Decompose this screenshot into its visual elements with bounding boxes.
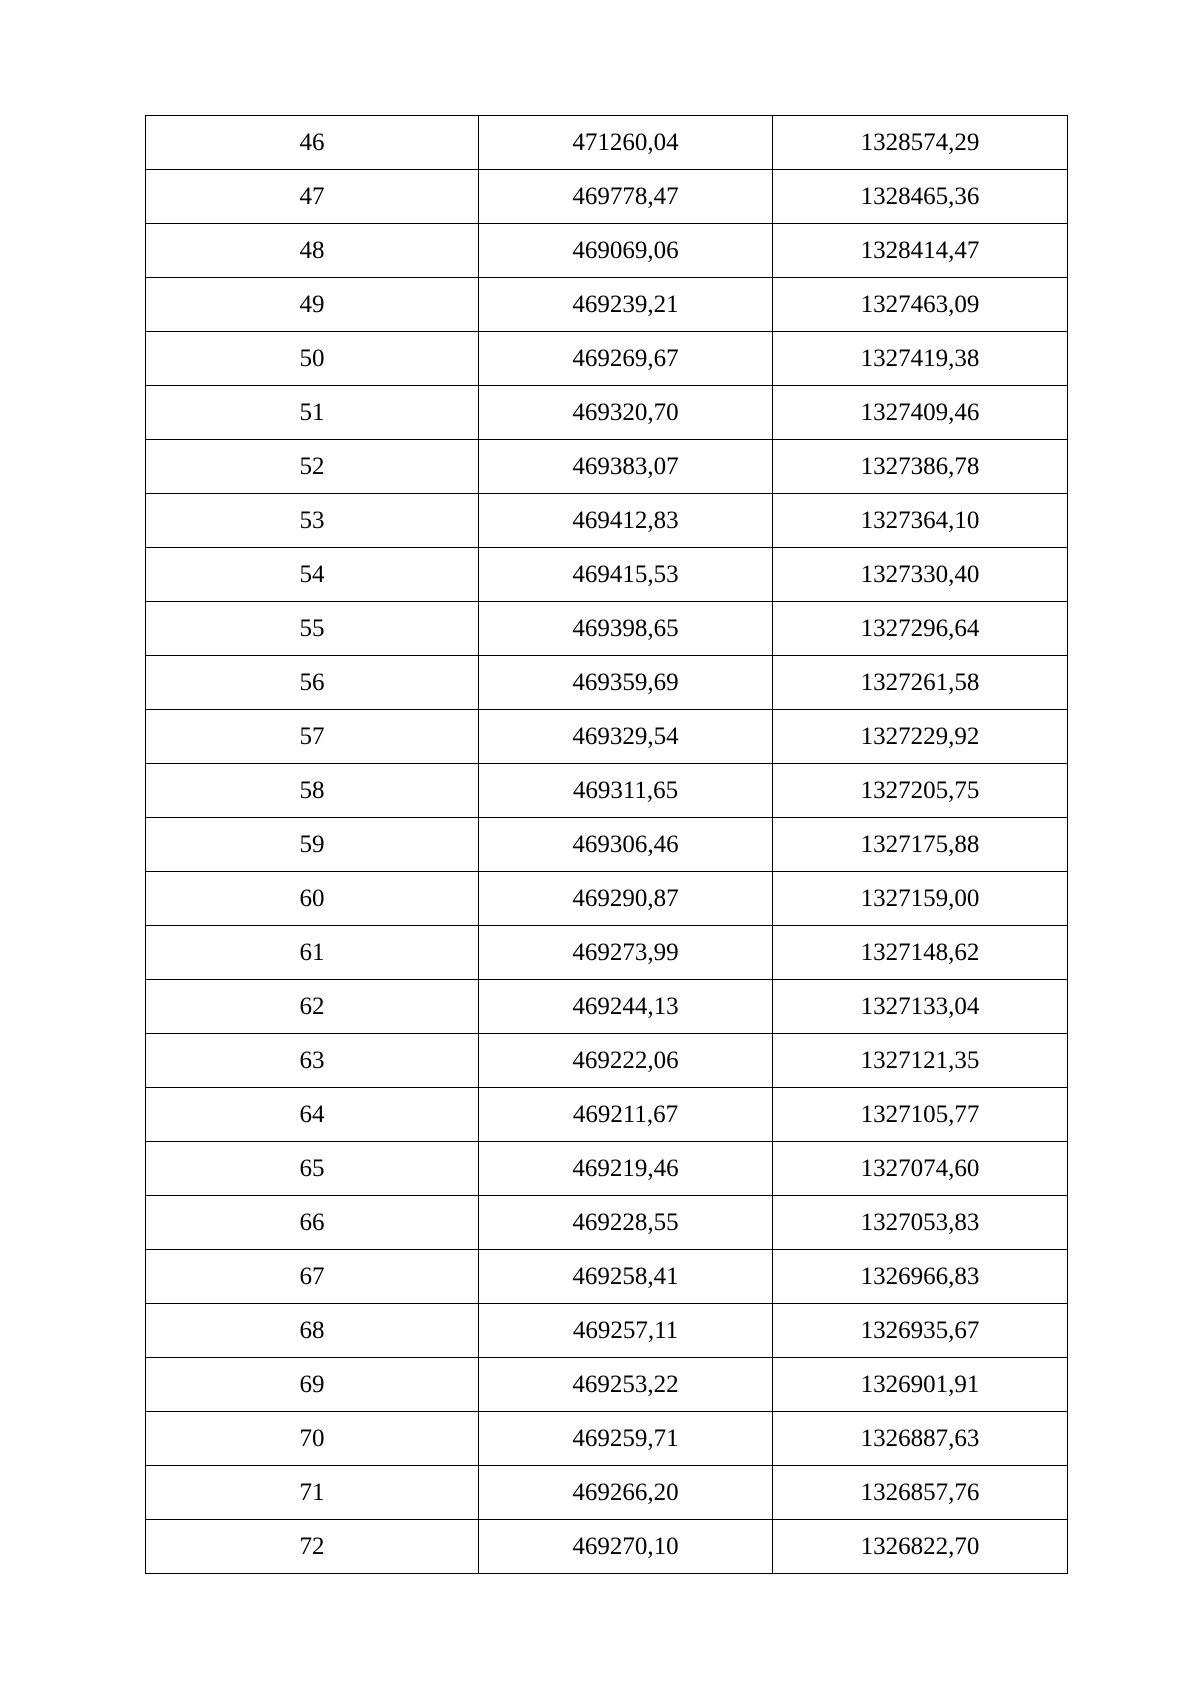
y-coordinate-cell: 1326935,67 (773, 1304, 1068, 1358)
point-number-cell: 48 (146, 224, 479, 278)
y-coordinate-cell: 1327121,35 (773, 1034, 1068, 1088)
y-coordinate-cell: 1327296,64 (773, 602, 1068, 656)
coordinates-table (145, 115, 1068, 1574)
y-coordinate-cell: 1327229,92 (773, 710, 1068, 764)
x-coordinate-cell: 469398,65 (479, 602, 773, 656)
x-coordinate-cell: 469222,06 (479, 1034, 773, 1088)
table-row (146, 386, 1068, 440)
x-coordinate-cell: 469257,11 (479, 1304, 773, 1358)
y-coordinate-cell: 1327205,75 (773, 764, 1068, 818)
point-number-cell: 65 (146, 1142, 479, 1196)
x-coordinate-cell: 469306,46 (479, 818, 773, 872)
y-coordinate-cell: 1327386,78 (773, 440, 1068, 494)
point-number-cell: 52 (146, 440, 479, 494)
x-coordinate-cell: 469329,54 (479, 710, 773, 764)
y-coordinate-cell: 1328414,47 (773, 224, 1068, 278)
table-row (146, 1088, 1068, 1142)
table-row (146, 116, 1068, 170)
x-coordinate-cell: 469359,69 (479, 656, 773, 710)
table-row (146, 1466, 1068, 1520)
y-coordinate-cell: 1327159,00 (773, 872, 1068, 926)
point-number-cell: 54 (146, 548, 479, 602)
table-row (146, 224, 1068, 278)
point-number-cell: 63 (146, 1034, 479, 1088)
table-row (146, 1034, 1068, 1088)
y-coordinate-cell: 1326887,63 (773, 1412, 1068, 1466)
table-row (146, 872, 1068, 926)
table-row (146, 980, 1068, 1034)
table-row (146, 332, 1068, 386)
y-coordinate-cell: 1328465,36 (773, 170, 1068, 224)
y-coordinate-cell: 1327175,88 (773, 818, 1068, 872)
y-coordinate-cell: 1327261,58 (773, 656, 1068, 710)
point-number-cell: 64 (146, 1088, 479, 1142)
x-coordinate-cell: 469383,07 (479, 440, 773, 494)
x-coordinate-cell: 469211,67 (479, 1088, 773, 1142)
point-number-cell: 58 (146, 764, 479, 818)
point-number-cell: 57 (146, 710, 479, 764)
table-row (146, 440, 1068, 494)
coordinates-table-body (146, 116, 1068, 1574)
y-coordinate-cell: 1326901,91 (773, 1358, 1068, 1412)
y-coordinate-cell: 1327364,10 (773, 494, 1068, 548)
x-coordinate-cell: 469228,55 (479, 1196, 773, 1250)
x-coordinate-cell: 469269,67 (479, 332, 773, 386)
point-number-cell: 49 (146, 278, 479, 332)
x-coordinate-cell: 469290,87 (479, 872, 773, 926)
x-coordinate-cell: 471260,04 (479, 116, 773, 170)
x-coordinate-cell: 469219,46 (479, 1142, 773, 1196)
table-row (146, 656, 1068, 710)
point-number-cell: 50 (146, 332, 479, 386)
point-number-cell: 62 (146, 980, 479, 1034)
point-number-cell: 70 (146, 1412, 479, 1466)
x-coordinate-cell: 469244,13 (479, 980, 773, 1034)
point-number-cell: 51 (146, 386, 479, 440)
point-number-cell: 56 (146, 656, 479, 710)
x-coordinate-cell: 469412,83 (479, 494, 773, 548)
y-coordinate-cell: 1326822,70 (773, 1520, 1068, 1574)
y-coordinate-cell: 1328574,29 (773, 116, 1068, 170)
x-coordinate-cell: 469239,21 (479, 278, 773, 332)
table-row (146, 1358, 1068, 1412)
x-coordinate-cell: 469259,71 (479, 1412, 773, 1466)
point-number-cell: 66 (146, 1196, 479, 1250)
y-coordinate-cell: 1327463,09 (773, 278, 1068, 332)
y-coordinate-cell: 1327148,62 (773, 926, 1068, 980)
x-coordinate-cell: 469415,53 (479, 548, 773, 602)
table-row (146, 494, 1068, 548)
point-number-cell: 72 (146, 1520, 479, 1574)
y-coordinate-cell: 1327133,04 (773, 980, 1068, 1034)
y-coordinate-cell: 1327105,77 (773, 1088, 1068, 1142)
table-row (146, 1412, 1068, 1466)
x-coordinate-cell: 469270,10 (479, 1520, 773, 1574)
point-number-cell: 67 (146, 1250, 479, 1304)
point-number-cell: 46 (146, 116, 479, 170)
table-row (146, 1196, 1068, 1250)
y-coordinate-cell: 1326857,76 (773, 1466, 1068, 1520)
table-row (146, 818, 1068, 872)
table-row (146, 170, 1068, 224)
table-row (146, 926, 1068, 980)
y-coordinate-cell: 1327074,60 (773, 1142, 1068, 1196)
y-coordinate-cell: 1327053,83 (773, 1196, 1068, 1250)
table-row (146, 1520, 1068, 1574)
point-number-cell: 68 (146, 1304, 479, 1358)
point-number-cell: 53 (146, 494, 479, 548)
point-number-cell: 47 (146, 170, 479, 224)
table-row (146, 278, 1068, 332)
table-row (146, 1304, 1068, 1358)
table-row (146, 602, 1068, 656)
table-row (146, 764, 1068, 818)
x-coordinate-cell: 469258,41 (479, 1250, 773, 1304)
y-coordinate-cell: 1327330,40 (773, 548, 1068, 602)
point-number-cell: 71 (146, 1466, 479, 1520)
x-coordinate-cell: 469273,99 (479, 926, 773, 980)
x-coordinate-cell: 469253,22 (479, 1358, 773, 1412)
point-number-cell: 69 (146, 1358, 479, 1412)
x-coordinate-cell: 469266,20 (479, 1466, 773, 1520)
table-row (146, 548, 1068, 602)
x-coordinate-cell: 469320,70 (479, 386, 773, 440)
point-number-cell: 61 (146, 926, 479, 980)
table-row (146, 1142, 1068, 1196)
y-coordinate-cell: 1326966,83 (773, 1250, 1068, 1304)
point-number-cell: 55 (146, 602, 479, 656)
y-coordinate-cell: 1327409,46 (773, 386, 1068, 440)
y-coordinate-cell: 1327419,38 (773, 332, 1068, 386)
point-number-cell: 60 (146, 872, 479, 926)
x-coordinate-cell: 469069,06 (479, 224, 773, 278)
x-coordinate-cell: 469778,47 (479, 170, 773, 224)
x-coordinate-cell: 469311,65 (479, 764, 773, 818)
table-row (146, 710, 1068, 764)
point-number-cell: 59 (146, 818, 479, 872)
table-row (146, 1250, 1068, 1304)
